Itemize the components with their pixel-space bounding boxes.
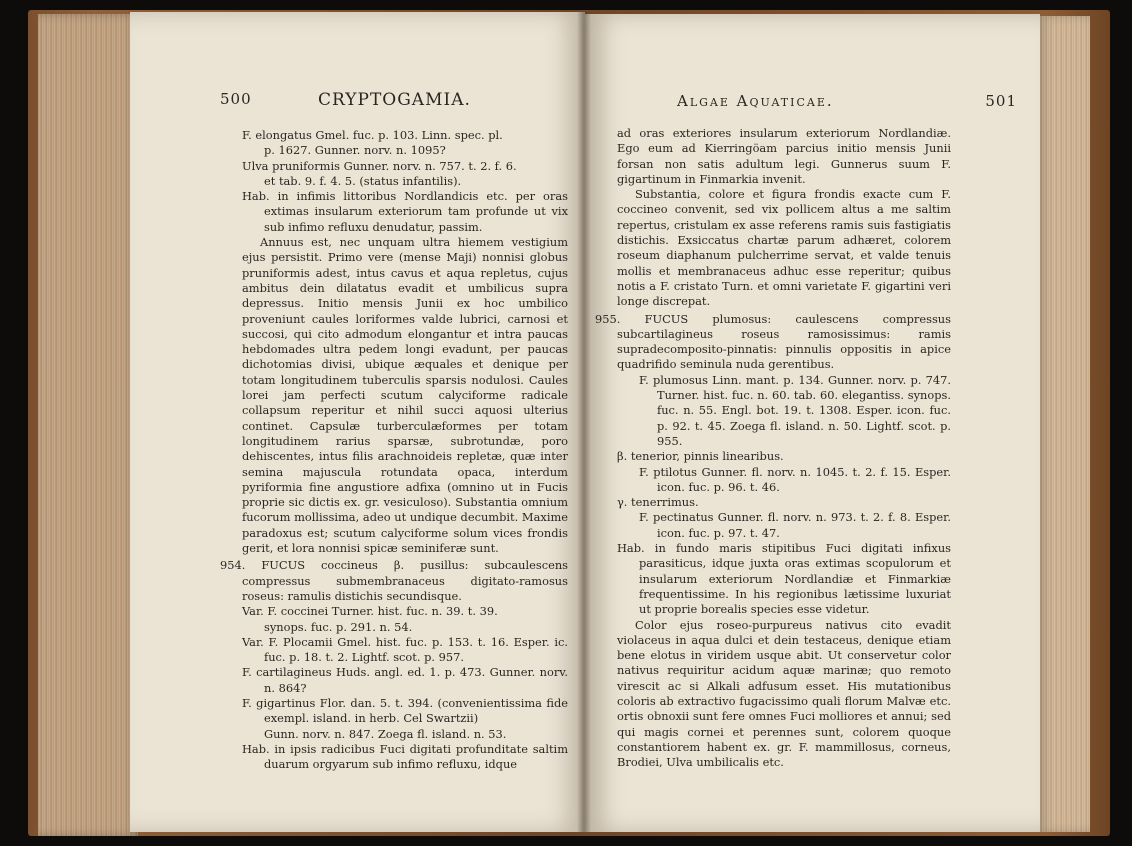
page-edges-right <box>1038 16 1090 832</box>
line: Var. F. coccinei Turner. hist. fuc. n. 39. t. 39. <box>242 604 498 619</box>
line: Color ejus roseo-purpureus nativus cito evadit violaceus in aqua dulci et dein testaceus, denique etiam bene elotus in viridem usque abit. Ut conservetur color nativus requiritur acidum aquæ marinæ; quo remoto virescit ac si Alkali adfusum esset. His mutationibus coloris ab extractivo fugacissimo quali florum Malvæ etc. ortis obnoxii sunt fere omnes Fuci molliores et annui; sed qui magis cornei et perennes sunt, colorem quoque constantiorem habent ex. gr. F. mammillosus, corneus, Brodiei, Ulva umbilicalis etc. <box>617 617 951 770</box>
line: F. cartilagineus Huds. angl. ed. 1. p. 473. Gunner. norv. n. 864? <box>242 665 568 695</box>
line: synops. fuc. p. 291. n. 54. <box>264 619 413 634</box>
right-page-number: 501 <box>985 92 1017 110</box>
left-text <box>220 128 569 772</box>
line: Substantia, colore et figura frondis exacte cum F. coccineo convenit, sed vix pollicem altus a me saltim repertus, cristulam ex asse referens ramis suis fastigiatis distichis. Exsiccatus chartæ parum adhæret, colorem roseum diaphanum pulcherrime servat, et valde tenuis mollis et membranaceus adhuc esse reperitur; quibus notis a F. cristato Turn. et omni varietate F. gigartini veri longe discrepat. <box>617 187 951 309</box>
line: Hab. in ipsis radicibus Fuci digitati profunditate saltim duarum orgyarum sub infimo refluxu, idque <box>242 741 568 772</box>
right-text <box>595 126 951 770</box>
line: FUCUS coccineus β. pusillus: subcaulescens compressus submembranaceus digitato-ramosus roseus: ramulis distichis secundisque. <box>242 558 569 603</box>
left-page-number: 500 <box>220 90 252 108</box>
line: FUCUS plumosus: caulescens compressus subcartilagineus roseus ramosissimus: ramis supradecomposito-pinnatis: pinnulis oppositis in apice quadrifido seminula nuda gerentibus. <box>617 311 951 372</box>
line: F. elongatus Gmel. fuc. p. 103. Linn. spec. pl. <box>242 128 503 142</box>
line: Var. F. Plocamii Gmel. hist. fuc. p. 153. t. 16. Esper. ic. fuc. p. 18. t. 2. Lightf. scot. p. 957. <box>242 634 568 665</box>
page-edges-left <box>38 14 138 836</box>
line: F. pectinatus Gunner. fl. norv. n. 973. t. 2. f. 8. Esper. icon. fuc. p. 97. t. 47. <box>639 510 951 540</box>
right-page <box>585 14 1040 832</box>
line: et tab. 9. f. 4. 5. (status infantilis). <box>264 173 462 188</box>
line: F. plumosus Linn. mant. p. 134. Gunner. norv. p. 747. Turner. hist. fuc. n. 60. tab. 60. elegantiss. synops. fuc. n. 55. Engl. bot. 19. t. 1308. Esper. icon. fuc. p. 92. t. 45. Zoega fl. island. n. 50. Lightf. scot. p. 955. <box>639 372 951 448</box>
entry-number: 954. <box>220 558 246 573</box>
line: Hab. in infimis littoribus Nordlandicis etc. per oras extimas insularum exteriorum tam profunde ut vix sub infimo refluxu denudatur, passim. <box>242 189 568 234</box>
line: F. ptilotus Gunner. fl. norv. n. 1045. t. 2. f. 15. Esper. icon. fuc. p. 96. t. 46. <box>639 464 951 494</box>
line: Ulva pruniformis Gunner. norv. n. 757. t. 2. f. 6. <box>242 158 517 173</box>
entry-number: 955. <box>595 311 621 326</box>
line: Gunn. norv. n. 847. Zoega fl. island. n. 53. <box>264 726 507 741</box>
line: γ. tenerrimus. <box>617 495 699 510</box>
line: Annuus est, nec unquam ultra hiemem vestigium ejus persistit. Primo vere (mense Maji) nonnisi globus pruniformis adest, intus cavus et aqua repletus, cujus ambitus dein dilatatus evadit et umbilicus supra depressus. Initio mensis Junii ex hoc umbilico proveniunt caules loriformes valde lubrici, carnosi et succosi, qui cito admodum elongantur et intra paucas hebdomades ultra pedem longi evadunt, per paucas dichotomias divisi, ubique æquales et denique per totam longitudinem tuberculis sparsis nodulosi. Caules lorei jam perfecti scutum calyciforme radicale collapsum reperitur et nihil succi aquosi ulterius continet. Capsulæ turberculæformes per totam longitudinem rarius sparsæ, subrotundæ, poro dehiscentes, intus filis arachnoideis repletæ, quæ inter semina majuscula rotundata opaca, interdum pyriformia fine angustiore adfixa (omnino ut in Fucis proprie sic dictis ex. gr. vesiculoso). Substantia omnium fucorum mollissima, adeo ut undique decumbit. Maxime paradoxus est; scutum calyciforme solum vices frondis gerit, et lora nonnisi spicæ seminiferæ sunt. <box>242 235 568 556</box>
right-running-head: Algae Aquaticae. <box>677 92 834 110</box>
left-page <box>130 12 585 832</box>
line: F. gigartinus Flor. dan. 5. t. 394. (convenientissima fide exempl. island. in herb. Cel Swartzii) <box>242 695 568 726</box>
line: Hab. in fundo maris stipitibus Fuci digitati infixus parasiticus, idque juxta oras extimas scopulorum et insularum exteriorum Nordlandiæ et Finmarkiæ frequentissime. In his regionibus lætissime luxuriat ut proprie borealis species esse videtur. <box>617 541 951 617</box>
left-running-head: CRYPTOGAMIA. <box>318 90 471 110</box>
line: β. tenerior, pinnis linearibus. <box>617 449 784 464</box>
book-gutter <box>577 12 591 832</box>
line: ad oras exteriores insularum exteriorum Nordlandiæ. Ego eum ad Kierringöam parcius initio mensis Junii forsan non satis adultum legi. Gunnerus suum F. gigartinum in Finmarkia invenit. <box>617 126 951 186</box>
line: p. 1627. Gunner. norv. n. 1095? <box>264 143 446 158</box>
